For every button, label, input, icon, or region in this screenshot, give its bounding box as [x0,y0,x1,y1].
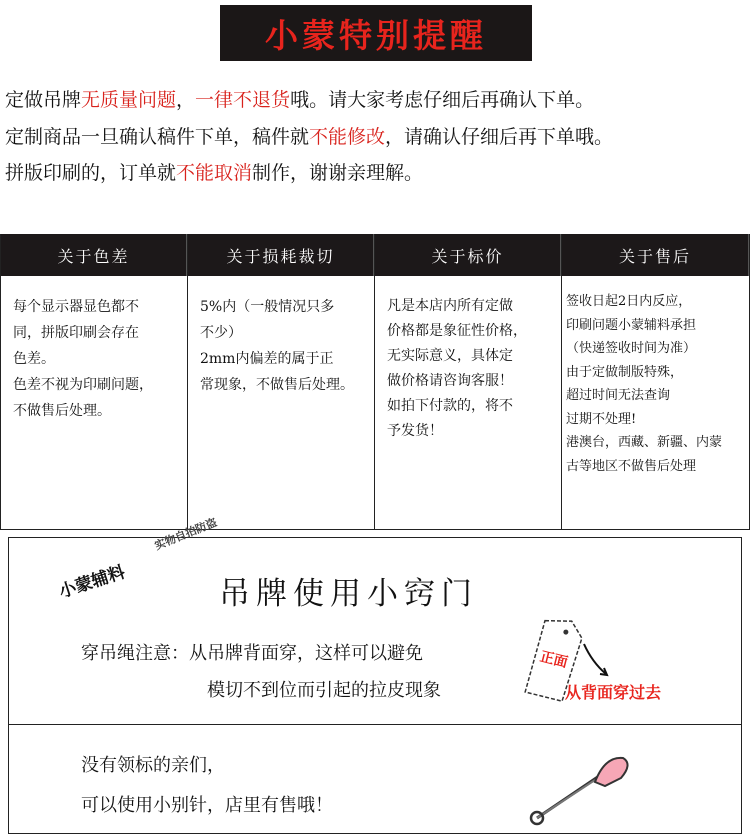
policy-line: 每个显示器显色都不 [13,299,139,315]
policy-line: 超过时间无法查询 [566,388,671,403]
thread-from-back-note: 从背面穿过去 [565,683,662,702]
policy-line: 由于定做制版特殊， [566,364,684,380]
policy-heading: 关于损耗裁切 [188,234,374,276]
hang-tag-tips-box [8,515,742,834]
policy-line: （快递签收时间为准） [566,341,697,356]
policy-table [0,234,750,530]
tips-divider [9,724,741,725]
notice-text: 哦。请大家考虑仔细后再确认下单。 [290,89,595,111]
policy-line: 价格都是象征性价格， [387,323,527,339]
highlight-text: 无质量问题 [81,89,177,111]
policy-line: 古等地区不做售后处理 [566,458,697,474]
policy-line: 如拍下付款的，将不 [387,398,513,414]
tip-pin-line-2: 可以使用小别针，店里有售哦！ [81,795,333,816]
policy-line: 做价格请咨询客服！ [387,373,513,389]
policy-line: 2mm内偏差的属于正 [200,351,334,367]
policy-line: 色差。 [13,351,55,367]
policy-column-color-difference [0,234,188,530]
policy-line: 不少） [200,325,242,341]
policy-line: 常现象，不做售后处理。 [200,377,354,393]
policy-column-pricing [375,234,562,530]
policy-column-cutting-loss [188,234,375,530]
highlight-text: 不能修改 [309,126,386,148]
safety-pin-icon [525,746,635,826]
policy-column-after-sales [562,234,750,530]
tip-pin-line-1: 没有领标的亲们， [81,755,225,776]
notice-text: 定做吊牌 [5,89,82,111]
tip-threading-line-1: 穿吊绳注意：从吊牌背面穿，这样可以避免 [81,643,423,664]
policy-line: 同，拼版印刷会存在 [13,325,139,341]
notice-text: ，请确认仔细后再下单哦。 [385,126,614,148]
policy-body [1,276,187,530]
notice-text: 定制商品一旦确认稿件下单，稿件就 [5,126,310,148]
anti-theft-watermark: 实物自拍防盗 [152,515,219,553]
policy-line: 签收日起2日内反应， [566,294,692,309]
notice-line-3 [5,161,750,185]
notice-text: ， [176,89,196,111]
notice-line-1 [5,88,750,112]
tip-threading-line-2: 模切不到位而引起的拉皮现象 [207,680,441,701]
reminder-banner [220,5,532,61]
notice-line-2 [5,125,750,149]
policy-line: 印刷问题小蒙辅料承担 [566,317,697,333]
policy-line: 色差不视为印刷问题， [13,377,153,393]
notice-text: 拼版印刷的，订单就 [5,162,177,184]
policy-line: 凡是本店内所有定做 [387,298,513,314]
policy-line: 不做售后处理。 [13,403,111,419]
policy-heading: 关于售后 [562,234,749,276]
policy-line: 港澳台，西藏、新疆、内蒙 [566,435,723,450]
highlight-text: 不能取消 [176,162,253,184]
policy-heading: 关于标价 [375,234,561,276]
policy-body [375,276,561,530]
policy-line: 5%内（一般情况只多 [200,299,335,315]
tag-front-label: 正面 [538,648,570,672]
policy-line: 无实际意义，具体定 [387,348,513,364]
policy-line: 予发货！ [387,423,443,439]
highlight-text: 一律不退货 [195,89,291,111]
policy-body [562,276,749,530]
policy-heading: 关于色差 [1,234,187,276]
policy-body [188,276,374,530]
policy-line: 过期不处理! [566,411,637,427]
tips-title: 吊牌使用小窍门 [219,576,478,612]
notice-text: 制作，谢谢亲理解。 [252,162,424,184]
banner-title: 小蒙特别提醒 [265,15,487,55]
brand-logo: 小蒙辅料 [56,562,128,603]
